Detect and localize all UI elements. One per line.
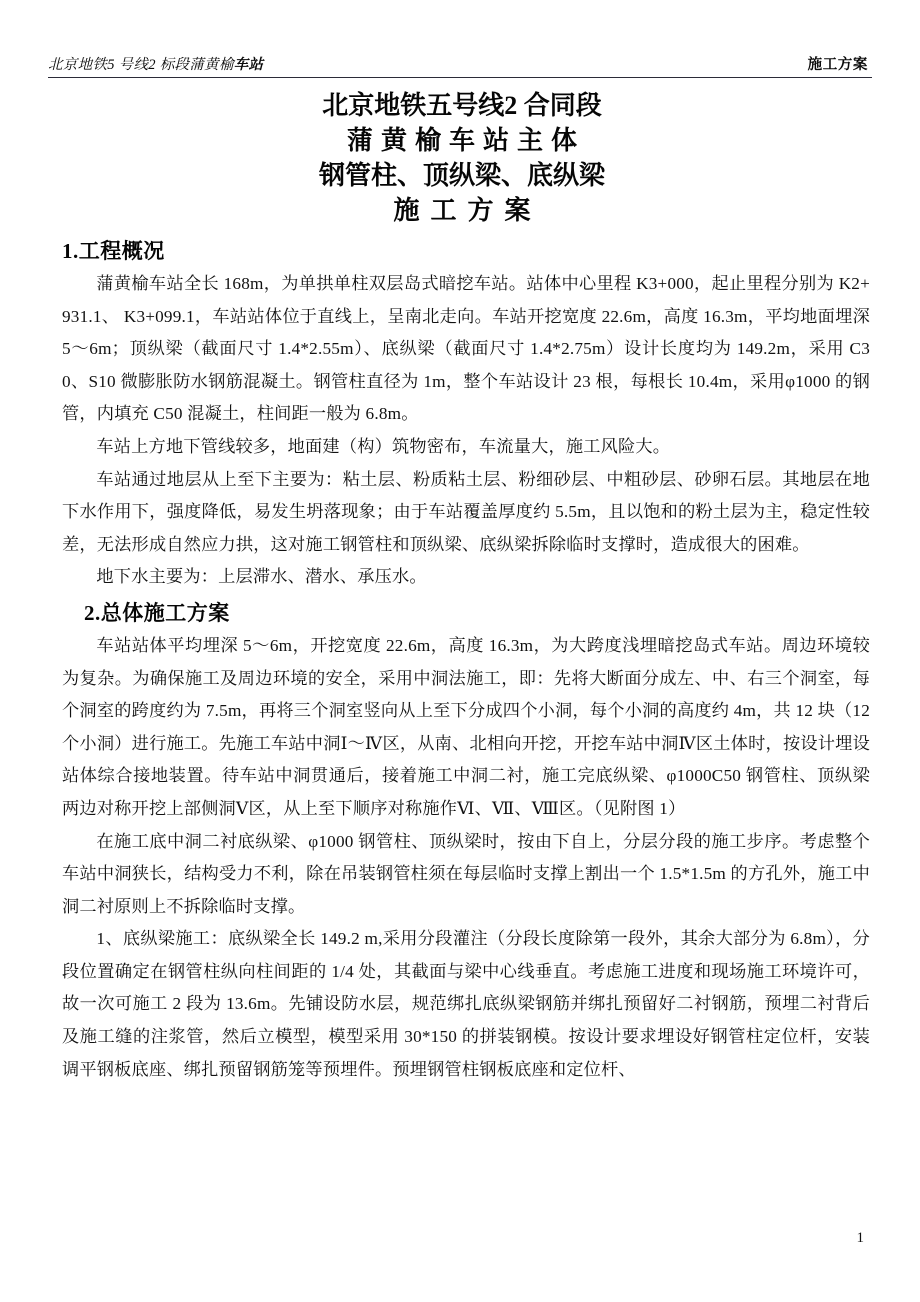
section-heading-1: 1.工程概况: [62, 239, 165, 263]
header-right-text: 施工方案: [807, 57, 868, 73]
title-line-1: 北京地铁五号线2 合同段: [322, 91, 602, 120]
paragraph: 车站上方地下管线较多，地面建（构）筑物密布，车流量大，施工风险大。: [96, 436, 671, 456]
paragraph: 地下水主要为：上层滞水、潜水、承压水。: [96, 567, 427, 587]
section-heading-2: 2.总体施工方案: [84, 600, 230, 625]
header-left-plain: 北京地铁5 号线2 标段蒲黄榆: [48, 57, 234, 73]
header-left-text: [48, 53, 263, 74]
paragraph: 在施工底中洞二衬底纵梁、φ1000 钢管柱、顶纵梁时，按由下自上，分层分段的施工步序。考虑整个车站中洞狭长，结构受力不利，除在吊装钢管柱须在每层临时支撑上割出一个 1.5*1.5m 的方孔外，施工中洞二衬原则上不拆除临时支撑。: [62, 831, 870, 916]
paragraph: 蒲黄榆车站全长 168m，为单拱单柱双层岛式暗挖车站。站体中心里程 K3+000，起止里程分别为 K2+931.1、 K3+099.1，车站站体位于直线上，呈南北走向。车站开挖宽度 22.6m，高度 16.3m，平均地面埋深 5～6m；顶纵梁（截面尺寸 1.4*2.55m）、底纵梁（截面尺寸 1.4*2.75m）设计长度均为 149.2m，采用 C30、S10 微膨胀防水钢筋混凝土。钢管柱直径为 1m，整个车站设计 23 根，每根长 10.4m，采用φ1000 的钢管，内填充 C50 混凝土，柱间距一般为 6.8m。: [62, 274, 870, 424]
title-line-3: 钢管柱、顶纵梁、底纵梁: [318, 161, 605, 190]
title-line-2: 蒲黄榆车站主体: [346, 126, 585, 155]
page-header: [48, 50, 872, 78]
paragraph: 1、底纵梁施工：底纵梁全长 149.2 m,采用分段灌注（分段长度除第一段外，其余大部分为 6.8m），分段位置确定在钢管柱纵向柱间距的 1/4 处，其截面与梁中心线垂直。考虑施工进度和现场施工环境许可，故一次可施工 2 段为 13.6m。先铺设防水层，规范绑扎底纵梁钢筋并绑扎预留好二衬钢筋，预埋二衬背后及施工缝的注浆管，然后立模型，模型采用 30*150 的拼装钢模。按设计要求埋设好钢管柱定位杆，安装调平钢板底座、绑扎预留钢筋笼等预埋件。预埋钢管柱钢板底座和定位杆、: [62, 929, 870, 1079]
paragraph: 车站通过地层从上至下主要为：粘土层、粉质粘土层、粉细砂层、中粗砂层、砂卵石层。其地层在地下水作用下，强度降低，易发生坍落现象；由于车站覆盖厚度约 5.5m，且以饱和的粉土层为主，稳定性较差，无法形成自然应力拱，这对施工钢管柱和顶纵梁、底纵梁拆除临时支撑时，造成很大的困难。: [62, 469, 870, 554]
document-title-block: [62, 88, 862, 228]
page-number: 1: [856, 1230, 864, 1246]
paragraph: 车站站体平均埋深 5～6m，开挖宽度 22.6m，高度 16.3m，为大跨度浅埋暗挖岛式车站。周边环境较为复杂。为确保施工及周边环境的安全，采用中洞法施工，即：先将大断面分成左、中、右三个洞室，每个洞室的跨度约为 7.5m，再将三个洞室竖向从上至下分成四个小洞，每个小洞的高度约 4m，共 12 块（12 个小洞）进行施工。先施工车站中洞Ⅰ～Ⅳ区，从南、北相向开挖，开挖车站中洞Ⅳ区土体时，按设计埋设站体综合接地装置。待车站中洞贯通后，接着施工中洞二衬，施工完底纵梁、φ1000C50 钢管柱、顶纵梁 两边对称开挖上部侧洞Ⅴ区，从上至下顺序对称施作Ⅵ、Ⅶ、Ⅷ区。（见附图 1）: [62, 635, 870, 818]
document-body: [62, 236, 870, 1086]
title-line-4: 施工方案: [393, 196, 542, 225]
header-left-emphasis: 车站: [233, 57, 264, 73]
